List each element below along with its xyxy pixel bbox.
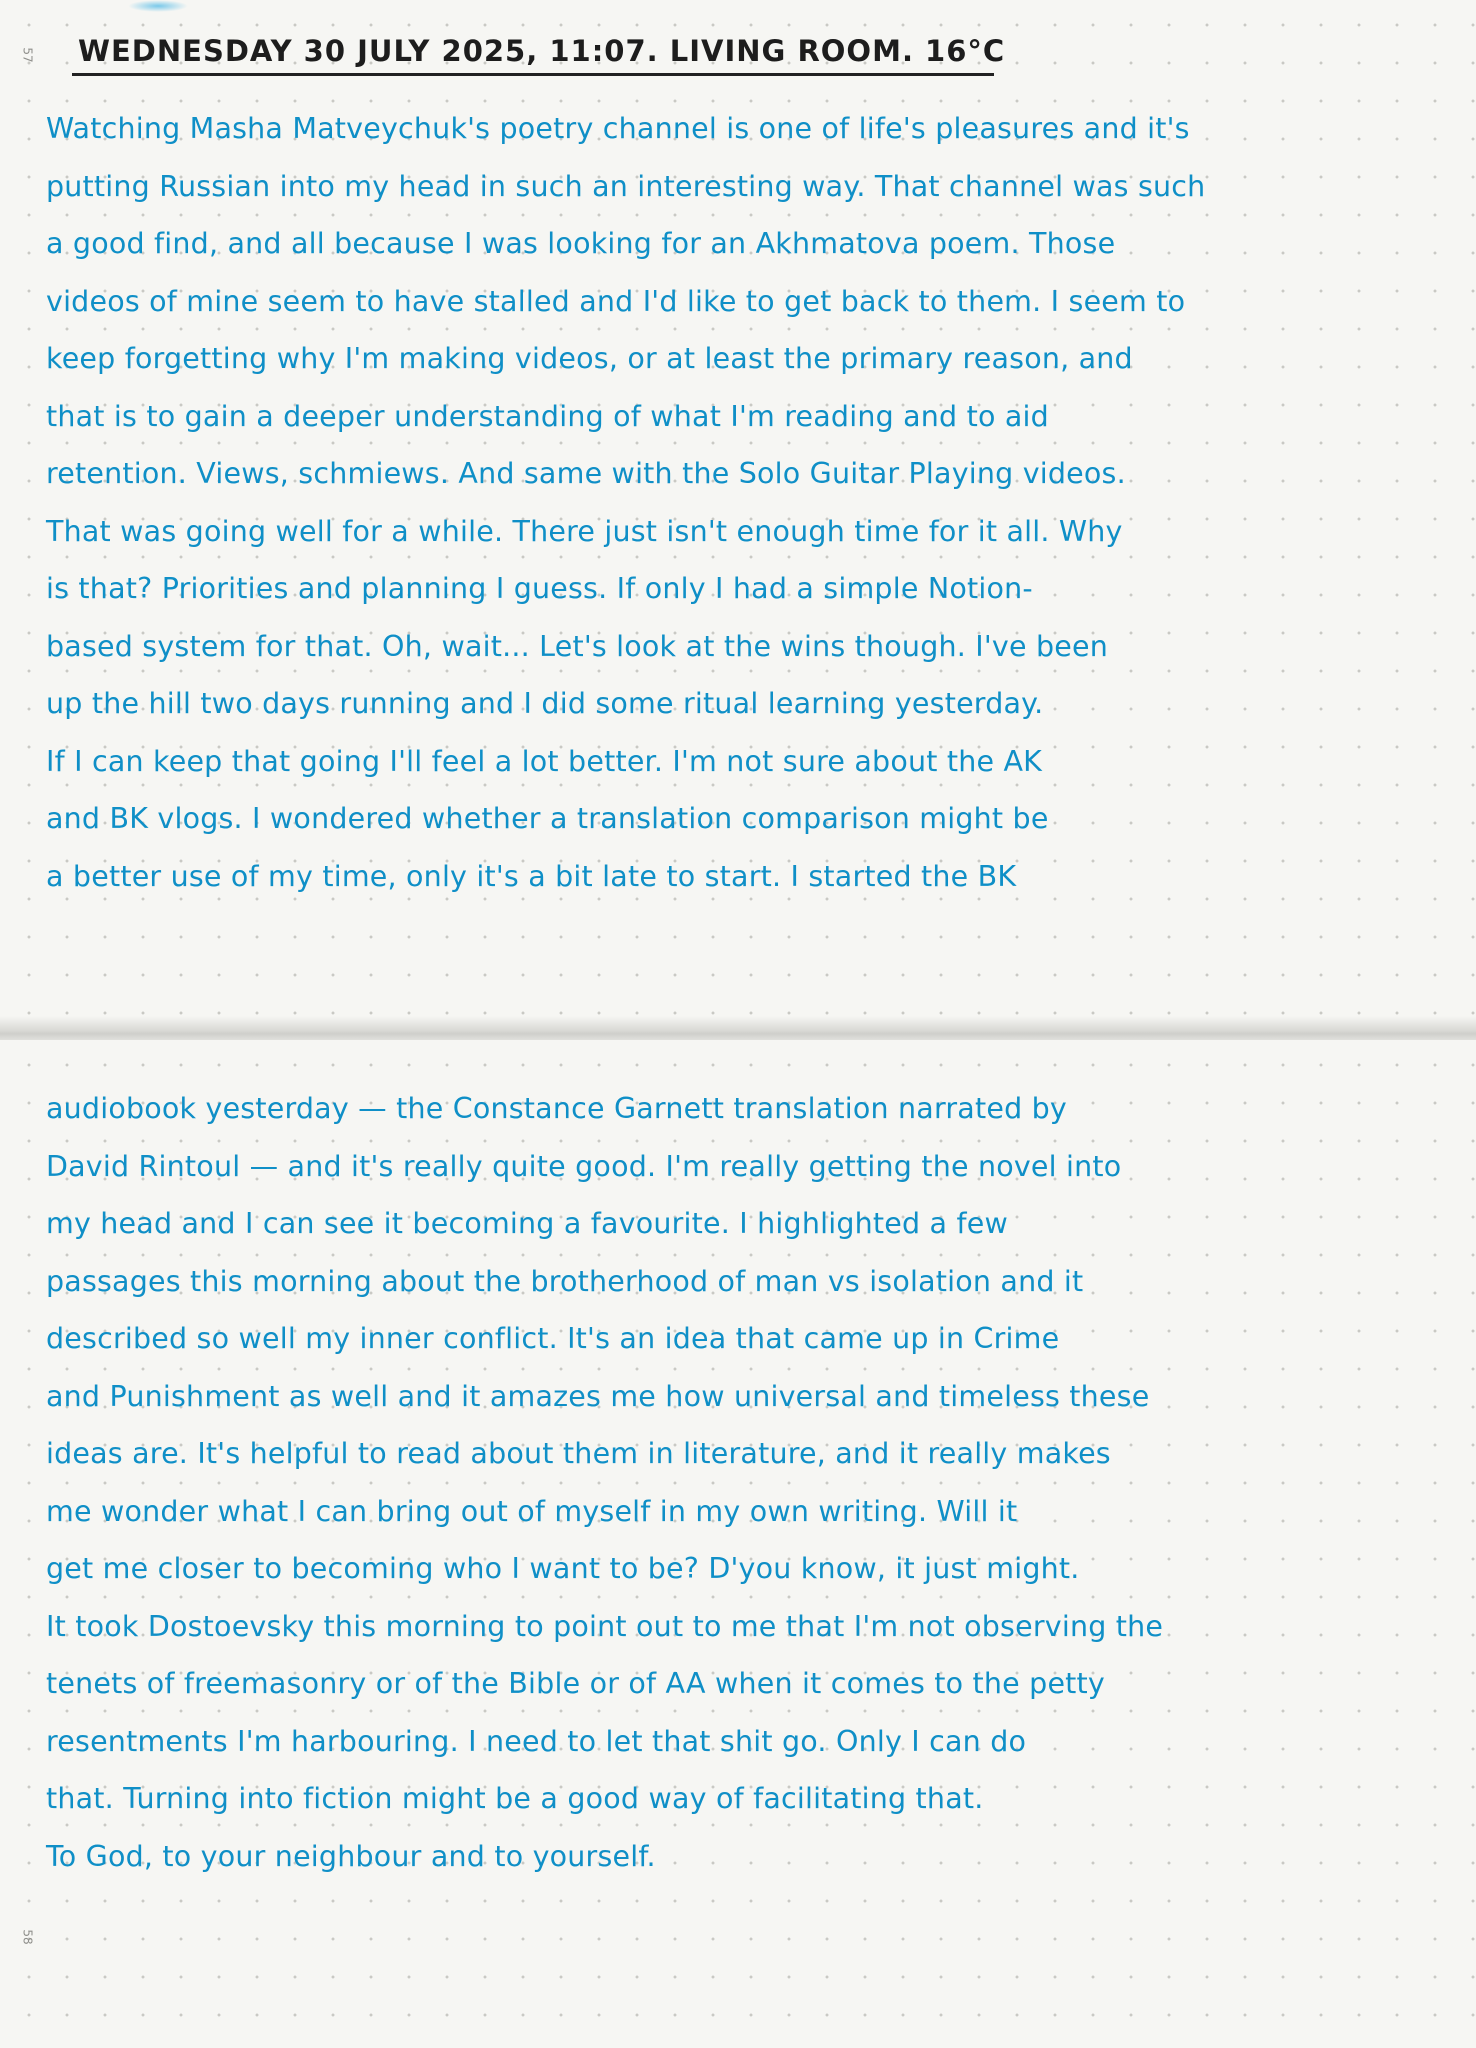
journal-line: audiobook yesterday — the Constance Garnett translation narrated by	[46, 1092, 1067, 1125]
journal-line: and Punishment as well and it amazes me how universal and timeless these	[46, 1379, 1150, 1413]
journal-line: my head and I can see it becoming a favourite. I highlighted a few	[46, 1207, 1008, 1240]
journal-line: It took Dostoevsky this morning to point out to me that I'm not observing the	[46, 1609, 1164, 1643]
journal-line: That was going well for a while. There just isn't enough time for it all. Why	[46, 514, 1123, 548]
journal-line: up the hill two days running and I did some ritual learning yesterday.	[46, 687, 1044, 720]
journal-line: Watching Masha Matveychuk's poetry channel is one of life's pleasures and it's	[46, 112, 1190, 145]
journal-line: putting Russian into my head in such an interesting way. That channel was such	[46, 169, 1206, 203]
journal-line: based system for that. Oh, wait... Let's look at the wins though. I've been	[46, 629, 1108, 663]
journal-line: me wonder what I can bring out of myself in my own writing. Will it	[46, 1494, 1018, 1528]
journal-line: videos of mine seem to have stalled and I'd like to get back to them. I seem to	[46, 284, 1186, 318]
journal-line: keep forgetting why I'm making videos, or at least the primary reason, and	[46, 342, 1133, 375]
journal-line: that is to gain a deeper understanding of what I'm reading and to aid	[46, 399, 1049, 433]
journal-line: retention. Views, schmiews. And same with the Solo Guitar Playing videos.	[46, 457, 1126, 490]
ink-blot	[128, 0, 188, 12]
journal-line: described so well my inner conflict. It's an idea that came up in Crime	[46, 1322, 1060, 1355]
heading-underline	[72, 73, 994, 76]
journal-line: tenets of freemasonry or of the Bible or of AA when it comes to the petty	[46, 1667, 1105, 1700]
journal-line: get me closer to becoming who I want to be? D'you know, it just might.	[46, 1552, 1080, 1585]
journal-line: that. Turning into fiction might be a good way of facilitating that.	[46, 1782, 984, 1815]
entry-heading: WEDNESDAY 30 JULY 2025, 11:07. LIVING ROOM. 16°C	[78, 34, 1006, 68]
page-number-bottom: 58	[20, 1929, 35, 1945]
journal-line: David Rintoul — and it's really quite good. I'm really getting the novel into	[46, 1149, 1122, 1183]
journal-line: resentments I'm harbouring. I need to let that shit go. Only I can do	[46, 1724, 1027, 1758]
journal-line: To God, to your neighbour and to yourself.	[46, 1839, 656, 1873]
journal-line: ideas are. It's helpful to read about them in literature, and it really makes	[46, 1437, 1111, 1470]
journal-line: a good find, and all because I was looking for an Akhmatova poem. Those	[46, 227, 1116, 260]
page-number-top: 57	[20, 47, 35, 63]
journal-line: is that? Priorities and planning I guess. If only I had a simple Notion-	[46, 572, 1033, 605]
journal-line: and BK vlogs. I wondered whether a translation comparison might be	[46, 802, 1049, 835]
journal-line: passages this morning about the brotherhood of man vs isolation and it	[46, 1264, 1084, 1298]
journal-line: If I can keep that going I'll feel a lot better. I'm not sure about the AK	[46, 744, 1043, 778]
journal-line: a better use of my time, only it's a bit late to start. I started the BK	[46, 859, 1017, 893]
